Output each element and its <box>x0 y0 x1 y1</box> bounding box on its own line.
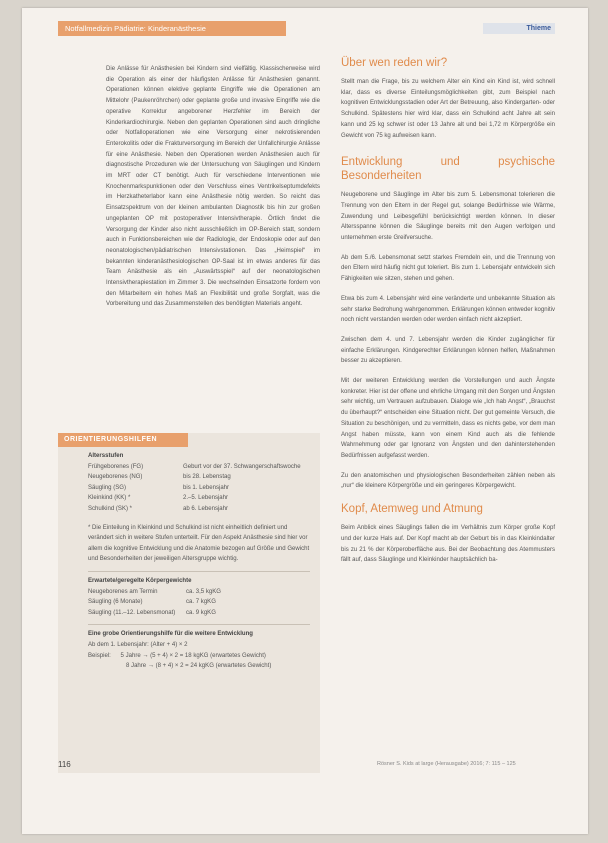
age-term: Neugeborenes (NG) <box>88 474 143 481</box>
left-column <box>106 64 320 310</box>
paragraph: Zu den anatomischen und physiologischen Besonderheiten zählen neben als „nur“ die kleinere Körpergröße und ein geringeres Körpergewicht. <box>341 472 555 490</box>
age-term: Frühgeborenes (FG) <box>88 463 144 470</box>
document-page <box>22 8 588 834</box>
age-definition: bis 28. Lebenstag <box>183 474 231 481</box>
section-heading-airway: Kopf, Atemweg und Atmung <box>341 503 483 516</box>
paragraph: Mit der weiteren Entwicklung werden die Vorstellungen und auch Ängste konkreter. Hier ist der offene und ehrliche Umgang mit den Sorgen und Ängsten sehr wichtig, um Vertrauen aufzubauen. Dialoge wie „Ich hab Angst“, „Brauchst du überhaupt?“ entscheiden eine Situation nicht. Der gut gemeinte Versuch, die Situation zu beschönigen, und zu vermitteln, dass es nichts gebe, vor dem man Angst haben müsste, kann von einem Kind auch als die fehlende Wahrnehmung oder gar Ignoranz von Ängsten und den dahinterstehenden Bedürfnissen aufgefasst werden. <box>341 378 555 459</box>
right-column <box>341 56 555 575</box>
box-divider <box>88 624 310 625</box>
formula-line: Ab dem 1. Lebensjahr: (Alter + 4) × 2 <box>88 641 188 648</box>
orientation-box <box>58 433 320 773</box>
age-definition: bis 1. Lebensjahr <box>183 484 230 491</box>
formula-example <box>88 651 310 662</box>
citation-footer: Rösner S. Kids at large (Herausgabe) 2016; 7: 115 – 125 <box>377 761 516 767</box>
paragraph: Ab dem 5./6. Lebensmonat setzt starkes Fremdeln ein, und die Trennung von den Eltern wird häufig nicht gut toleriert. Bis zum 1. Lebensjahr entwickeln sich Fähigkeiten wie sitzen, stehen und gehen. <box>341 254 555 283</box>
box-divider <box>88 571 310 572</box>
weight-term: Säugling (6 Monate) <box>88 599 143 606</box>
age-note: * Die Einteilung in Kleinkind und Schulkind ist nicht einheitlich definiert und verändert sich in weitere Stufen unterteilt. Für den Aspekt Anästhesie sind hier vor allem die kognitive Entwicklung und die Anatomie bezogen auf Größe und Gewicht und Besonderheiten der jeweiligen Altersgruppe wichtig. <box>88 524 310 563</box>
weight-value: ca. 3,5 kgKG <box>186 588 221 595</box>
age-definition: Geburt vor der 37. Schwangerschaftswoche <box>183 463 301 470</box>
weight-value: ca. 7 kgKG <box>186 599 216 606</box>
formula-example-2: 8 Jahre → (8 + 4) × 2 = 24 kgKG (erwartetes Gewicht) <box>126 663 272 670</box>
age-definition: 2.–5. Lebensjahr <box>183 495 229 502</box>
section-heading-about: Über wen reden wir? <box>341 57 448 69</box>
formula-example-1: 5 Jahre → (5 + 4) × 2 = 18 kgKG (erwartetes Gewicht) <box>120 652 266 659</box>
box-title: ORIENTIERUNGSHILFEN <box>58 433 188 447</box>
paragraph: Beim Anblick eines Säuglings fallen die im Verhältnis zum Körper große Kopf und der kurze Hals auf. Der Kopf macht ab der Geburt bis in das Kleinkindalter bis zu 21 % der Körperoberfläche aus. Bei der Beobachtung des Atemmusters fällt auf, dass Säuglinge und Kleinkinder hauptsächlich ba- <box>341 525 555 564</box>
section-heading-development: Entwicklung und psychische Besonderheiten <box>341 156 555 183</box>
formula-heading: Eine grobe Orientierungshilfe für die weitere Entwicklung <box>88 631 253 638</box>
age-term: Kleinkind (KK) * <box>88 495 131 502</box>
age-heading: Altersstufen <box>88 453 124 459</box>
weight-heading: Erwartete/geregelte Körpergewichte <box>88 577 192 584</box>
publisher-logo: Thieme <box>483 23 555 34</box>
weight-term: Säugling (11.–12. Lebensmonat) <box>88 609 176 616</box>
paragraph: Etwa bis zum 4. Lebensjahr wird eine veränderte und unbekannte Situation als sehr starke Bedrohung wahrgenommen. Erklärungen können entweder kognitiv noch nicht verstanden werden oder werden einfach nicht akzeptiert. <box>341 295 555 324</box>
weight-term: Neugeborenes am Termin <box>88 588 158 595</box>
weight-value: ca. 9 kgKG <box>186 609 216 616</box>
formula-example-label: Beispiel: <box>88 652 111 659</box>
intro-paragraph: Die Anlässe für Anästhesien bei Kindern sind vielfältig. Klassischerweise wird die Operation als einer der häufigsten Anlässe für Anästhesien genannt. Operationen können elektive geplante Eingriffe wie die Operationen am Mittelohr (Paukenröhrchen) oder geplante große und invasive Eingriffe wie die operative Korrektur angeborener Herzfehler im Bereich der Kinderkardiochirurgie. Neben den geplanten Operationen sind auch dringliche oder Notfalloperationen wie eine Versorgung einer nekrotisierenden Enterokolitis oder die Frakturversorgung im Bereich der Unfallchirurgie Anlässe für eine Anästhesie. Neben den Operationen werden Anästhesien auch für diagnostische Prozeduren wie der Untersuchung von Säuglingen und Kindern im MRT oder CT benötigt. Auch für verschiedene Interventionen wie Knochenmarkspunktionen oder den Verschluss eines Ventrikelseptumdefekts im Herzkatheterlabor kann eine Anästhesie nötig werden. So reicht das Einsatzspektrum von der kleinen ambulanten Diagnostik bis hin zur großen ungeplanten OP mit postoperativer Intensivtherapie. Örtlich findet die Versorgung der Kinder also nicht ausschließlich im OP-Bereich statt, sondern auch in Funktionsbereichen wie der Radiologie, der Endoskopie oder auf den neonatologischen/pädiatrischen Intensivstationen. Das „Heimspiel“ im bekannten kinderanästhesiologischen OP-Saal ist im etwas anderes für das Team Anästhesie als ein „Auswärtsspiel“ auf der neonatologischen Intensivtherapiestation im Zimmer 3. Die wechselnden Einsatzorte fordern von den Mitarbeitern ein hohes Maß an Flexibilität und große Sorgfalt, was die Vorbereitung und das Zusammenstellen des benötigten Materials angeht. <box>106 66 320 308</box>
age-table <box>88 462 310 515</box>
weight-table <box>88 587 310 619</box>
section-header-bar: Notfallmedizin Pädiatrie: Kinderanästhesie <box>58 21 286 36</box>
paragraph: Stellt man die Frage, bis zu welchem Alter ein Kind ein Kind ist, wird schnell klar, dass es diverse Einteilungsmöglichkeiten gibt, zum Beispiel nach kognitiven Entwicklungsstadien oder Art der Betreuung, also Kindergarten- oder Schulkind. Spätestens hier wird klar, dass ein Schulkind acht Jahre alt sein kann und 25 kg schwer ist oder 13 Jahre alt und bei 1,72 m Körpergröße ein Gewicht von 75 kg aufweisen kann. <box>341 79 555 139</box>
age-term: Schulkind (SK) * <box>88 505 133 512</box>
paragraph: Neugeborene und Säuglinge im Alter bis zum 5. Lebensmonat tolerieren die Trennung von den Eltern in der Regel gut, solange Bedürfnisse wie Wärme, Zuwendung und Leibesgefühl berücksichtigt werden können. In dieser Altersspanne können die Säuglinge bereits mit den Augen verfolgen und unternehmen erste Greifversuche. <box>341 192 555 242</box>
age-definition: ab 6. Lebensjahr <box>183 505 229 512</box>
age-term: Säugling (SG) <box>88 484 126 491</box>
paragraph: Zwischen dem 4. und 7. Lebensjahr werden die Kinder zugänglicher für einfache Erklärungen. Kindgerechter Erklärungen können helfen, Maßnahmen besser zu akzeptieren. <box>341 336 555 365</box>
page-number: 116 <box>58 760 71 769</box>
